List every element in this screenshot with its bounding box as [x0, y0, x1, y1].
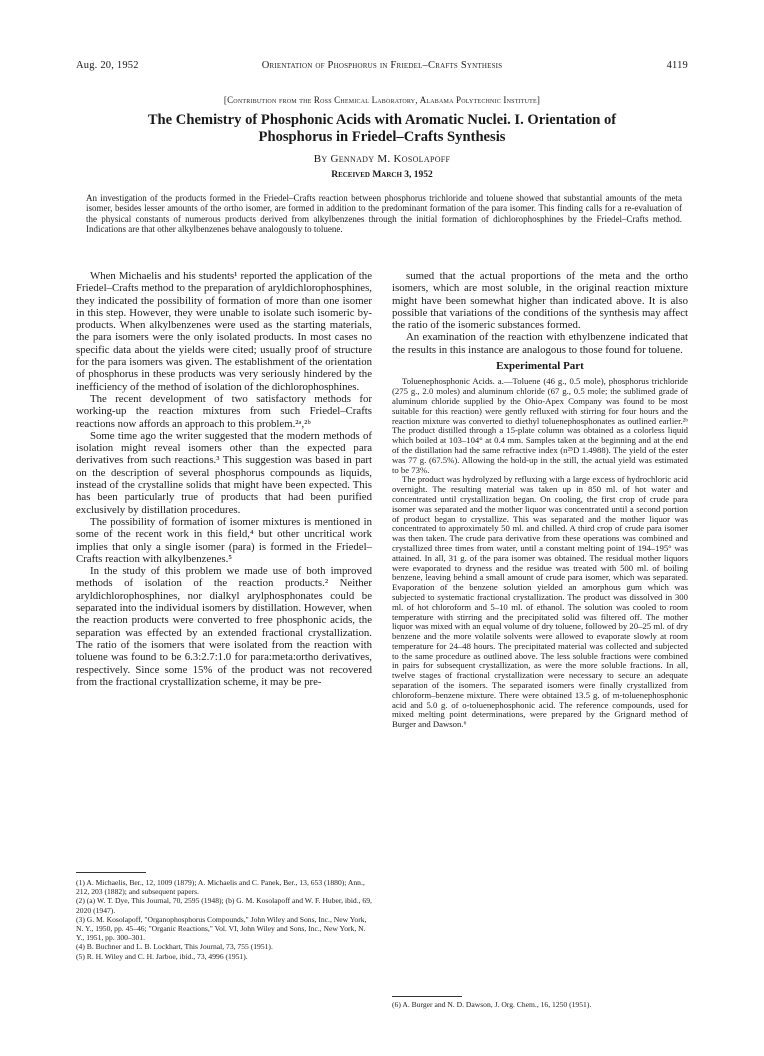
paragraph: sumed that the actual proportions of the meta and the ortho isomers, which are most soluble, in the original reaction mixture might have been somewhat higher than indicated above. It is also possible that variations of the conditions of the synthesis may affect the ratio of the isomeric substances formed. — [392, 270, 688, 332]
footnote: (4) B. Buchner and L. B. Lockhart, This Journal, 73, 755 (1951). — [76, 942, 273, 952]
running-header — [76, 60, 688, 74]
article-title — [76, 112, 688, 146]
contribution-line: [Contribution from the Ross Chemical Laboratory, Alabama Polytechnic Institute] — [223, 95, 541, 105]
footnote: (2) (a) W. T. Dye, This Journal, 70, 2595 (1948); (b) G. M. Kosolapoff and W. F. Huber, ibid., 69, 2020 (1947). — [76, 896, 372, 915]
paragraph: The recent development of two satisfactory methods for working-up the reaction mixtures from such Friedel–Crafts reactions now affords an approach to this problem.²ᵃ,²ᵇ — [76, 392, 372, 430]
received-date: Received March 3, 1952 — [331, 170, 433, 180]
footnote: (6) A. Burger and N. D. Dawson, J. Org. Chem., 16, 1250 (1951). — [392, 1000, 592, 1009]
left-column — [76, 270, 372, 688]
author-line: By Gennady M. Kosolapoff — [313, 153, 451, 165]
experimental-text — [392, 377, 688, 730]
footnote-divider — [392, 996, 462, 997]
section-heading: Experimental Part — [496, 360, 584, 373]
right-column — [392, 270, 688, 730]
paragraph: In the study of this problem we made use of both improved methods of isolation of the reaction products.² Neither aryldichlorophosphines, nor dialkyl arylphosphonates could be separated into the individual isomers by distillation. However, when the reaction products were converted to free phosphonic acids, the separation was effected by an extended fractional crystallization. The ratio of the isomers that were isolated from the reaction with toluene was found to be 6.3:2.7:1.0 for para:meta:ortho derivatives, respectively. Since some 15% of the product was not recovered from the fractional crystallization scheme, it may be pre- — [76, 565, 372, 688]
title-line-1: The Chemistry of Phosphonic Acids with Aromatic Nuclei. I. Orientation of — [147, 112, 617, 128]
footnotes-left — [76, 878, 372, 961]
paragraph: Some time ago the writer suggested that the modern methods of isolation might reveal isomers other than the expected para derivatives from such reactions.³ This suggestion was based in part on the description of several phosphorus compounds as liquids, instead of the crystalline solids that might have been expected. This has been particularly true of products that had been purified exclusively by distillation procedures. — [76, 429, 372, 516]
page-number: 4119 — [666, 60, 688, 71]
issue-date: Aug. 20, 1952 — [76, 60, 139, 71]
paragraph: The possibility of formation of isomer mixtures is mentioned in some of the recent work in this field,⁴ but other uncritical work implies that only a single isomer (para) is formed in the Friedel–Crafts reaction with alkylbenzenes.⁵ — [76, 515, 372, 565]
footnote: (3) G. M. Kosolapoff, "Organophosphorus Compounds," John Wiley and Sons, Inc., New York, N. Y., 1950, pp. 45–46; "Organic Reactions," Vol. VI, John Wiley and Sons, Inc., New York, N. Y., 1951, pp. 300–301. — [76, 914, 367, 943]
paragraph: When Michaelis and his students¹ reported the application of the Friedel–Crafts method to the preparation of aryldichlorophosphines, they indicated the possibility of formation of more than one isomer in this step. However, they were unable to isolate such isomeric by-products. When alkylbenzenes were used as the starting materials, the para isomers were the only isolated products. In most cases no specific data about the yields were cited; usually proof of structure for the para isomers was given. The establishment of the orientation of phosphorus in these products was very seriously hindered by the inefficiency of the method of isolation of the dichlorophosphines. — [76, 270, 372, 393]
paragraph: Toluenephosphonic Acids. a.—Toluene (46 g., 0.5 mole), phosphorus trichloride (275 g., 2.0 moles) and aluminum chloride (67 g., 0.5 mole; the sublimed grade of aluminum chloride supplied by the Ohio-Apex Company was found to be most suitable for this reaction) were gently refluxed with stirring for four hours and the reaction mixture was converted to diethyl toluenephosphonates as outlined earlier.²ᵇ The product distilled through a 15-plate column was obtained as a colorless liquid which boiled at 103–104° at 0.4 mm. Samples taken at the beginning and at the end of the distillation had the same refractive index (n²⁵D 1.4988). The yield of the ester was 77 g. (67.5%). Allowing the hold-up in the still, the actual yield was estimated to be 73%. — [392, 376, 688, 475]
abstract: An investigation of the products formed in the Friedel–Crafts reaction between phosphorus trichloride and toluene showed that substantial amounts of the meta isomer, besides lesser amounts of the ortho isomer, are formed in addition to the predominant formation of the para isomer. This finding calls for a re-evaluation of the physical constants of numerous products derived from alkylbenzenes through the initial formation of dichlorophosphines by the Friedel–Crafts method. Indications are that other alkylbenzenes behave analogously to toluene. — [86, 193, 682, 235]
footnote-divider — [76, 872, 146, 873]
paragraph: The product was hydrolyzed by refluxing with a large excess of hydrochloric acid overnight. The resulting material was taken up in 850 ml. of hot water and concentrated until crystallization began. On cooling, the first crop of crude para isomer was separated and the mother liquor was concentrated until a second portion of product began to crystallize. This was separated and the mother liquor was concentrated to approximately 50 ml. and chilled. A third crop of crude para isomer was then taken. The crude para derivative from these operations was combined and crystallized three times from water, until a constant melting point of 194–195° was attained. In all, 31 g. of the para isomer was obtained. The residual mother liquors were evaporated to dryness and the residue was treated with 500 ml. of boiling benzene, leaving behind a small amount of crude para isomer, which was separated. Evaporation of the benzene solution yielded an amorphous gum which was subjected to systematic fractional crystallization. The product was dissolved in 300 ml. of hot chloroform and 5–10 ml. of ethanol. The solution was cooled to room temperature with stirring and the precipitated solid was filtered off. The mother liquor was mixed with an equal volume of dry toluene, followed by 20–25 ml. of dry benzene and the more volatile solvents were allowed to evaporate slowly at room temperature for 24–48 hours. The precipitated material was collected and subjected to the same procedure as outlined above. The less soluble fractions were combined in pairs for subsequent crystallization, as were the more soluble fractions. In all, twelve stages of fractional crystallization were necessary to secure an adequate separation of the isomers. The separated isomers were finally crystallized from chloroform–benzene mixture. There were obtained 13.5 g. of m-toluenephosphonic acid and 5.0 g. of o-toluenephosphonic acid. The reference compounds, used for mixed melting point determinations, were prepared by the Grignard method of Burger and Dawson.⁶ — [392, 474, 688, 730]
footnote: (5) R. H. Wiley and C. H. Jarboe, ibid., 73, 4996 (1951). — [76, 951, 248, 961]
paragraph: An examination of the reaction with ethylbenzene indicated that the results in this instance are analogous to those found for toluene. — [392, 331, 688, 356]
footnote: (1) A. Michaelis, Ber., 12, 1009 (1879); A. Michaelis and C. Panek, Ber., 13, 653 (1880); Ann., 212, 203 (1882); and subsequent papers. — [76, 878, 365, 897]
title-line-2: Phosphorus in Friedel–Crafts Synthesis — [258, 129, 506, 145]
running-title: Orientation of Phosphorus in Friedel–Crafts Synthesis — [261, 60, 503, 71]
